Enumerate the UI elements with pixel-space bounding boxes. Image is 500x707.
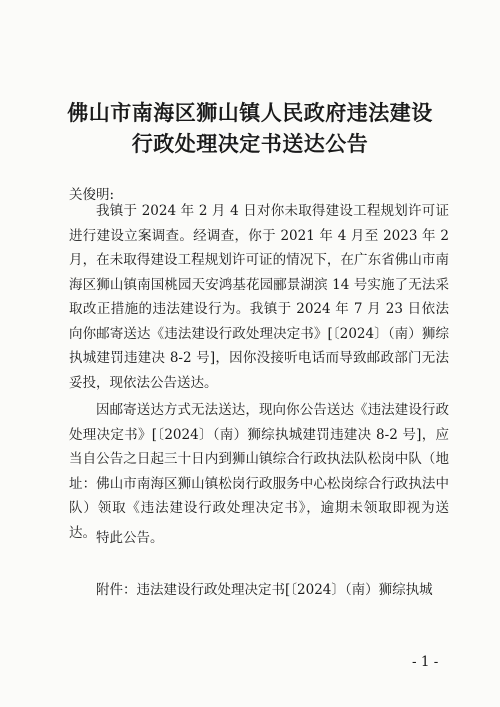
closing-remark: 特此公告。 <box>96 530 164 546</box>
notice-title-line-1: 佛山市南海区狮山镇人民政府违法建设 <box>67 100 433 125</box>
body-paragraph-investigation: 我镇于 2024 年 2 月 4 日对你未取得建设工程规划许可证进行建设立案调查。经调查，你于 2021 年 4 月至 2023 年 2 月，在未取得建设工程规划许可证的情况下，在广东省佛山市南海区狮山镇南国桃园天安鸿基花园郦景湖滨 14 号实施了无法采取改正措施的违法建设行为。我镇于 2024 年 7 月 23 日依法向你邮寄送达《违法建设行政处理决定书》[〔2024〕（南）狮综执城建罚违建决 8-2 号]，因你没接听电话而导致邮政部门无法妥投，现依法公告送达。 <box>69 203 449 391</box>
body-paragraph-service-notice: 因邮寄送达方式无法送达，现向你公告送达《违法建设行政处理决定书》[〔2024〕（南）狮综执城建罚违建决 8-2 号]，应当自公告之日起三十日内到狮山镇综合行政执法队松岗中队（地址：佛山市南海区狮山镇松岗行政服务中心松岗综合行政执法中队）领取《违法建设行政处理决定书》，逾期未领取即视为送达。 <box>69 402 449 541</box>
attachment-line: 附件：违法建设行政处理决定书[〔2024〕（南）狮综执城 <box>96 582 433 598</box>
page-number: - 1 - <box>412 654 439 670</box>
notice-title-line-2: 行政处理决定书送达公告 <box>131 131 369 156</box>
salutation: 关俊明: <box>69 187 115 203</box>
